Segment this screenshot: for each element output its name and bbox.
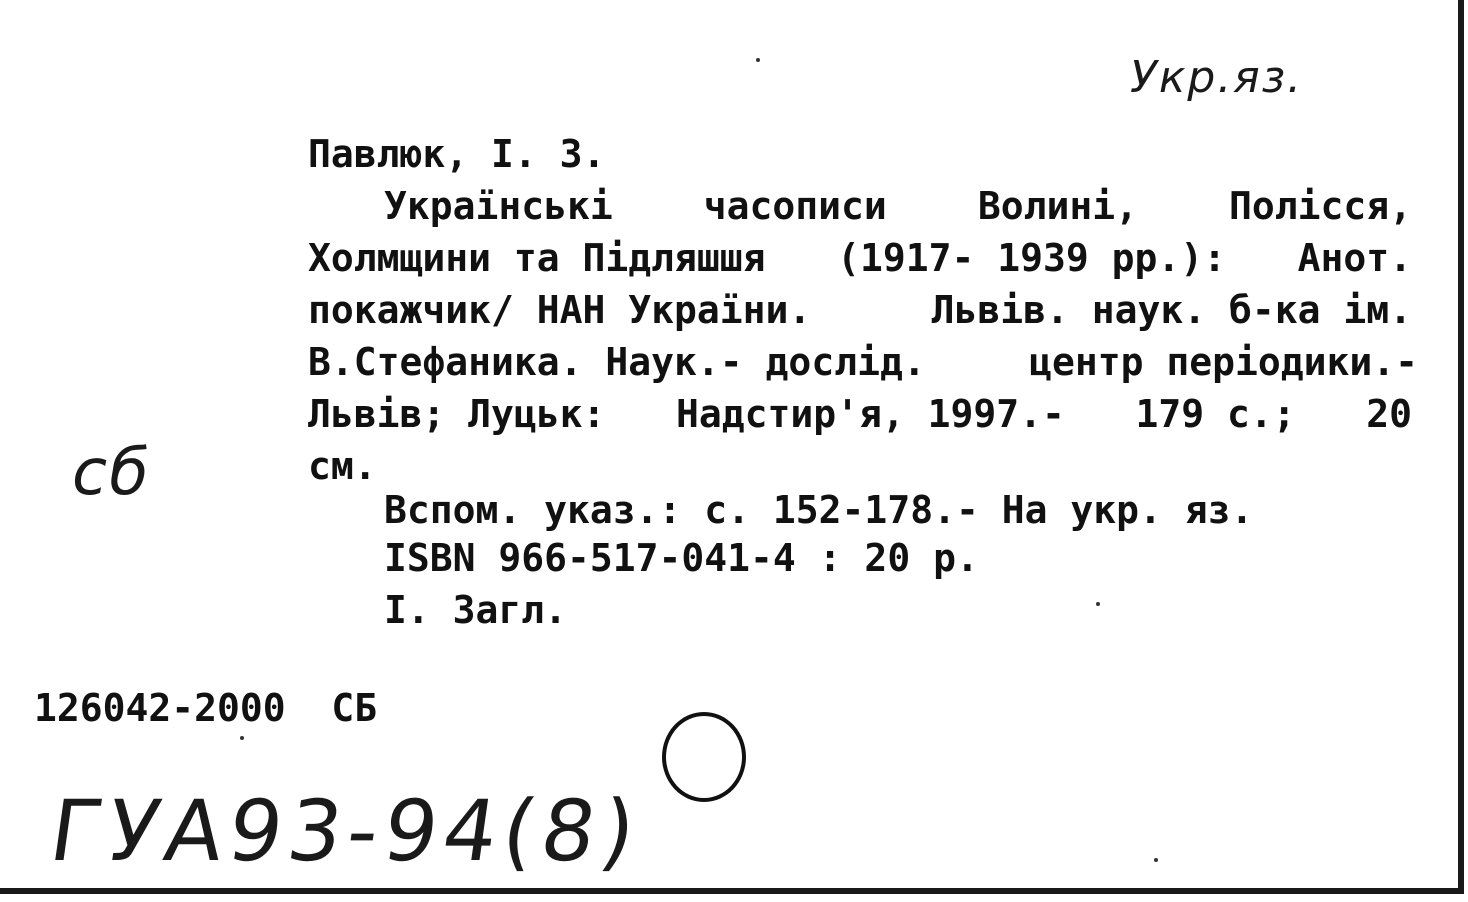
speck bbox=[756, 58, 760, 62]
publication-segment: покажчик/ НАН України. bbox=[308, 288, 812, 332]
imprint-segment: Львів; Луцьк: bbox=[308, 392, 606, 436]
imprint-line-5 bbox=[308, 388, 1412, 440]
title-segment: Холмщини та Підляшшя bbox=[308, 236, 766, 280]
title-word: Полісся, bbox=[1228, 184, 1412, 228]
margin-mark-handwritten: сб bbox=[72, 436, 151, 510]
title-segment: (1917- 1939 рр.): bbox=[837, 236, 1227, 280]
isbn-line: ISBN 966-517-041-4 : 20 р. bbox=[384, 536, 979, 580]
speck bbox=[1096, 602, 1100, 606]
corner-note-handwritten: Укр.яз. bbox=[1130, 52, 1304, 103]
publication-line-4 bbox=[308, 336, 1418, 388]
accession-number: 126042-2000 СБ bbox=[34, 686, 378, 730]
publication-line-3 bbox=[308, 284, 1412, 336]
title-line-2 bbox=[308, 232, 1412, 284]
imprint-segment: 20 bbox=[1366, 392, 1412, 436]
shelfmark-handwritten: ГУА93-94(8) bbox=[44, 782, 647, 880]
index-entry-line: I. Загл. bbox=[384, 588, 568, 632]
title-word: часописи bbox=[703, 184, 887, 228]
imprint-line-6: см. bbox=[308, 444, 377, 488]
notes-line: Вспом. указ.: с. 152-178.- На укр. яз. bbox=[384, 488, 1254, 532]
title-word: Волині, bbox=[977, 184, 1138, 228]
speck bbox=[240, 736, 244, 740]
author-heading: Павлюк, І. З. bbox=[308, 132, 606, 176]
circle-mark-icon bbox=[662, 712, 746, 802]
publication-segment: Львів. наук. б-ка ім. bbox=[931, 288, 1412, 332]
publication-segment: В.Стефаника. Наук.- дослід. bbox=[308, 340, 926, 384]
title-word: Українські bbox=[384, 184, 613, 228]
speck bbox=[1154, 858, 1158, 862]
imprint-segment: Надстир'я, 1997.- bbox=[675, 392, 1065, 436]
imprint-segment: 179 с.; bbox=[1135, 392, 1296, 436]
title-segment: Анот. bbox=[1297, 236, 1412, 280]
publication-segment: центр періодики.- bbox=[1029, 340, 1418, 384]
title-line-1 bbox=[384, 180, 1412, 232]
